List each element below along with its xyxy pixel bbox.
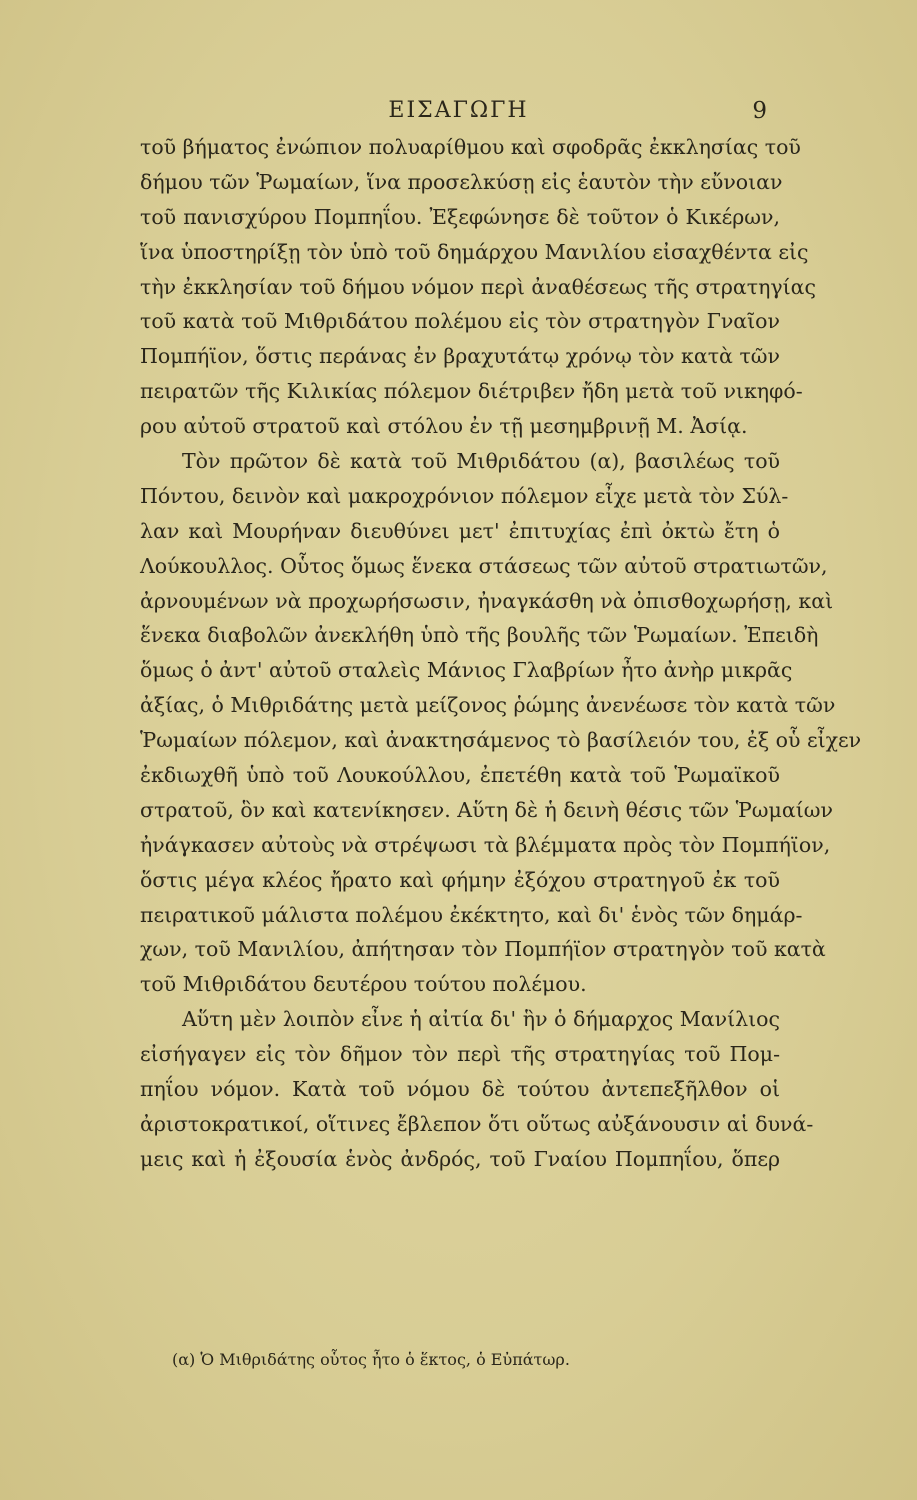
text-line: ἀρνουμένων νὰ προχωρήσωσιν, ἠναγκάσθη νὰ ὀπισθοχωρήσῃ, καὶ xyxy=(140,588,834,613)
page-number: 9 xyxy=(752,98,767,124)
text-line: Λούκουλλος. Οὗτος ὅμως ἕνεκα στάσεως τῶν αὐτοῦ στρατιωτῶν, xyxy=(140,553,828,578)
text-line: Ῥωμαίων πόλεμον, καὶ ἀνακτησάμενος τὸ βασίλειόν του, ἐξ οὗ εἶχεν xyxy=(140,728,862,753)
text-line: ἕνεκα διαβολῶν ἀνεκλήθη ὑπὸ τῆς βουλῆς τῶν Ῥωμαίων. Ἐπειδὴ xyxy=(140,623,819,648)
text-line: τοῦ βήματος ἐνώπιον πολυαρίθμου καὶ σφοδρᾶς ἐκκλησίας τοῦ xyxy=(140,135,801,159)
text-line: τοῦ κατὰ τοῦ Μιθριδάτου πολέμου εἰς τὸν στρατηγὸν Γναῖον xyxy=(140,309,780,334)
running-title: ΕΙΣΑΓΩΓΗ xyxy=(388,98,529,123)
body-text xyxy=(140,130,862,1177)
text-line: λαν καὶ Μουρήναν διευθύνει μετ' ἐπιτυχίας ἐπὶ ὀκτὼ ἔτη ὁ xyxy=(140,518,780,543)
page-header xyxy=(0,98,917,128)
text-line: τὴν ἐκκλησίαν τοῦ δήμου νόμον περὶ ἀναθέσεως τῆς στρατηγίας xyxy=(140,274,816,299)
text-line: ἐκδιωχθῆ ὑπὸ τοῦ Λουκούλλου, ἐπετέθη κατὰ τοῦ Ῥωμαϊκοῦ xyxy=(140,763,780,788)
text-line: Πομπήϊον, ὅστις περάνας ἐν βραχυτάτῳ χρόνῳ τὸν κατὰ τῶν xyxy=(140,344,780,369)
text-line: εἰσήγαγεν εἰς τὸν δῆμον τὸν περὶ τῆς στρατηγίας τοῦ Πομ- xyxy=(140,1042,780,1067)
text-line: δήμου τῶν Ῥωμαίων, ἵνα προσελκύσῃ εἰς ἑαυτὸν τὴν εὔνοιαν xyxy=(140,169,783,194)
text-line: Πόντου, δεινὸν καὶ μακροχρόνιον πόλεμον εἶχε μετὰ τὸν Σύλ- xyxy=(140,483,789,508)
text-line: μεις καὶ ἡ ἐξουσία ἑνὸς ἀνδρός, τοῦ Γναίου Πομπηΐου, ὅπερ xyxy=(140,1146,780,1171)
text-line: χων, τοῦ Μανιλίου, ἀπήτησαν τὸν Πομπήϊον στρατηγὸν τοῦ κατὰ xyxy=(140,937,826,962)
text-line: Αὕτη μὲν λοιπὸν εἶνε ἡ αἰτία δι' ἣν ὁ δήμαρχος Μανίλιος xyxy=(182,1007,780,1032)
footnote: (α) Ὁ Μιθριδάτης οὗτος ἦτο ὁ ἕκτος, ὁ Εὐπάτωρ. xyxy=(172,1350,570,1369)
text-line: ἠνάγκασεν αὐτοὺς νὰ στρέψωσι τὰ βλέμματα πρὸς τὸν Πομπήϊον, xyxy=(140,832,831,857)
text-line: ὅστις μέγα κλέος ἤρατο καὶ φήμην ἐξόχου στρατηγοῦ ἐκ τοῦ xyxy=(140,867,780,892)
text-line: Τὸν πρῶτον δὲ κατὰ τοῦ Μιθριδάτου (α), βασιλέως τοῦ xyxy=(182,449,780,474)
text-line: ἀξίας, ὁ Μιθριδάτης μετὰ μείζονος ῥώμης ἀνενέωσε τὸν κατὰ τῶν xyxy=(140,693,836,718)
text-line: στρατοῦ, ὃν καὶ κατενίκησεν. Αὕτη δὲ ἡ δεινὴ θέσις τῶν Ῥωμαίων xyxy=(140,797,833,822)
text-line: πειρατῶν τῆς Κιλικίας πόλεμον διέτριβεν ἤδη μετὰ τοῦ νικηφό- xyxy=(140,379,803,404)
text-line: πειρατικοῦ μάλιστα πολέμου ἐκέκτητο, καὶ δι' ἑνὸς τῶν δημάρ- xyxy=(140,902,803,927)
text-line: τοῦ πανισχύρου Πομπηΐου. Ἐξεφώνησε δὲ τοῦτον ὁ Κικέρων, xyxy=(140,204,780,229)
text-line: πηΐου νόμον. Κατὰ τοῦ νόμου δὲ τούτου ἀντεπεξῆλθον οἱ xyxy=(140,1077,780,1102)
text-line: ὅμως ὁ ἀντ' αὐτοῦ σταλεὶς Μάνιος Γλαβρίων ἦτο ἀνὴρ μικρᾶς xyxy=(140,658,793,683)
text-line: ρου αὐτοῦ στρατοῦ καὶ στόλου ἐν τῇ μεσημβρινῇ Μ. Ἀσίᾳ. xyxy=(140,414,748,439)
text-line: τοῦ Μιθριδάτου δευτέρου τούτου πολέμου. xyxy=(140,972,587,997)
text-line: ἵνα ὑποστηρίξῃ τὸν ὑπὸ τοῦ δημάρχου Μανιλίου εἰσαχθέντα εἰς xyxy=(140,239,809,264)
text-line: ἀριστοκρατικοί, οἵτινες ἔβλεπον ὅτι οὕτως αὐξάνουσιν αἱ δυνά- xyxy=(140,1111,814,1136)
